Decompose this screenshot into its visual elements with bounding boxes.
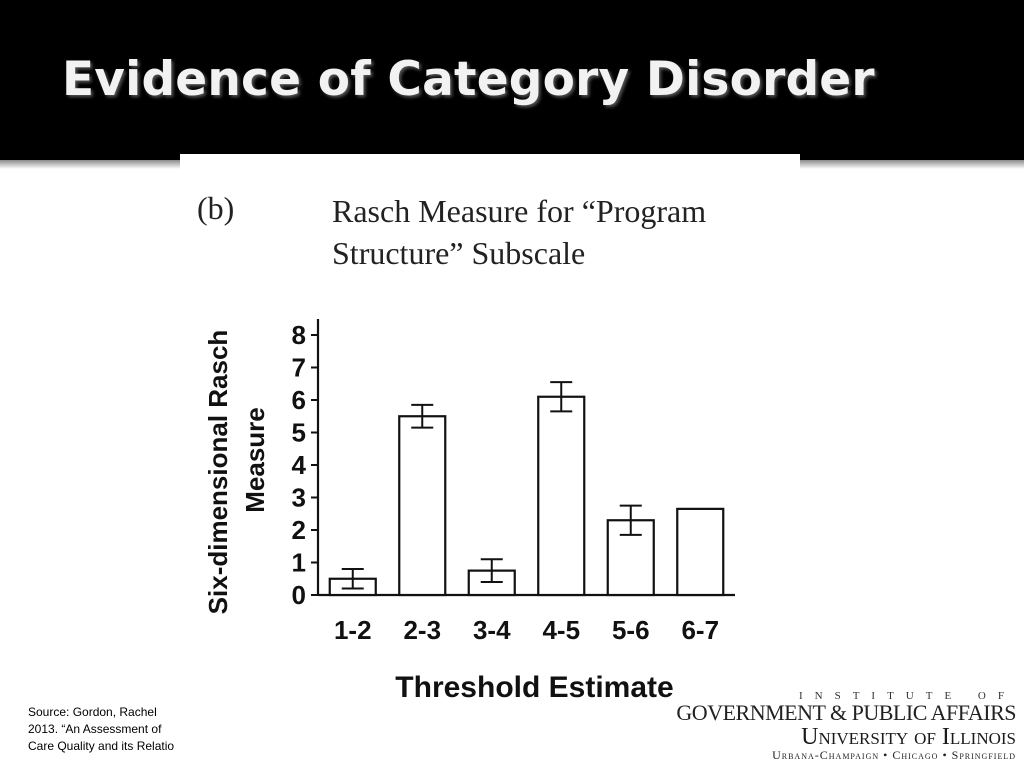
bar [538,397,584,595]
source-line: 2013. “An Assessment of [28,722,162,736]
bar [399,416,445,595]
y-axis-label: Six-dimensional Rasch [203,329,233,615]
y-tick-label: 8 [291,320,306,350]
source-line: Source: Gordon, Rachel [28,705,157,719]
bar [677,509,723,595]
y-tick-label: 2 [291,515,306,545]
x-tick-label: 5-6 [611,615,650,645]
figure-panel [180,154,800,714]
university-logo [676,690,1024,768]
panel-label: (b) [197,190,235,226]
logo-institute-text: INSTITUTE OF [798,690,1016,702]
bar-chart [180,154,800,714]
y-axis-label: Measure [240,407,270,513]
source-citation [28,704,198,754]
logo-university-text: University of Illinois [801,724,1016,750]
y-tick-label: 1 [291,547,306,578]
x-tick-label: 4-5 [542,615,581,645]
logo-campuses-text: Urbana-Champaign • Chicago • Springfield [772,748,1016,762]
y-tick-label: 0 [291,580,306,610]
y-tick-label: 6 [291,385,306,415]
y-tick-label: 7 [291,352,306,383]
x-axis-label: Threshold Estimate [395,671,674,704]
y-tick-label: 5 [291,417,306,448]
x-tick-label: 2-3 [403,615,442,645]
y-tick-label: 4 [291,450,306,480]
slide-title: Evidence of Category Disorder [62,52,875,107]
x-tick-label: 3-4 [472,615,511,645]
source-line: Care Quality and its Relatio [28,739,175,753]
x-tick-label: 6-7 [681,615,720,645]
chart-title: Rasch Measure for “Program Structure” Subscale [332,193,707,271]
y-tick-label: 3 [291,482,306,513]
logo-igpa-text: GOVERNMENT & PUBLIC AFFAIRS [676,700,1016,725]
x-tick-label: 1-2 [333,615,372,645]
